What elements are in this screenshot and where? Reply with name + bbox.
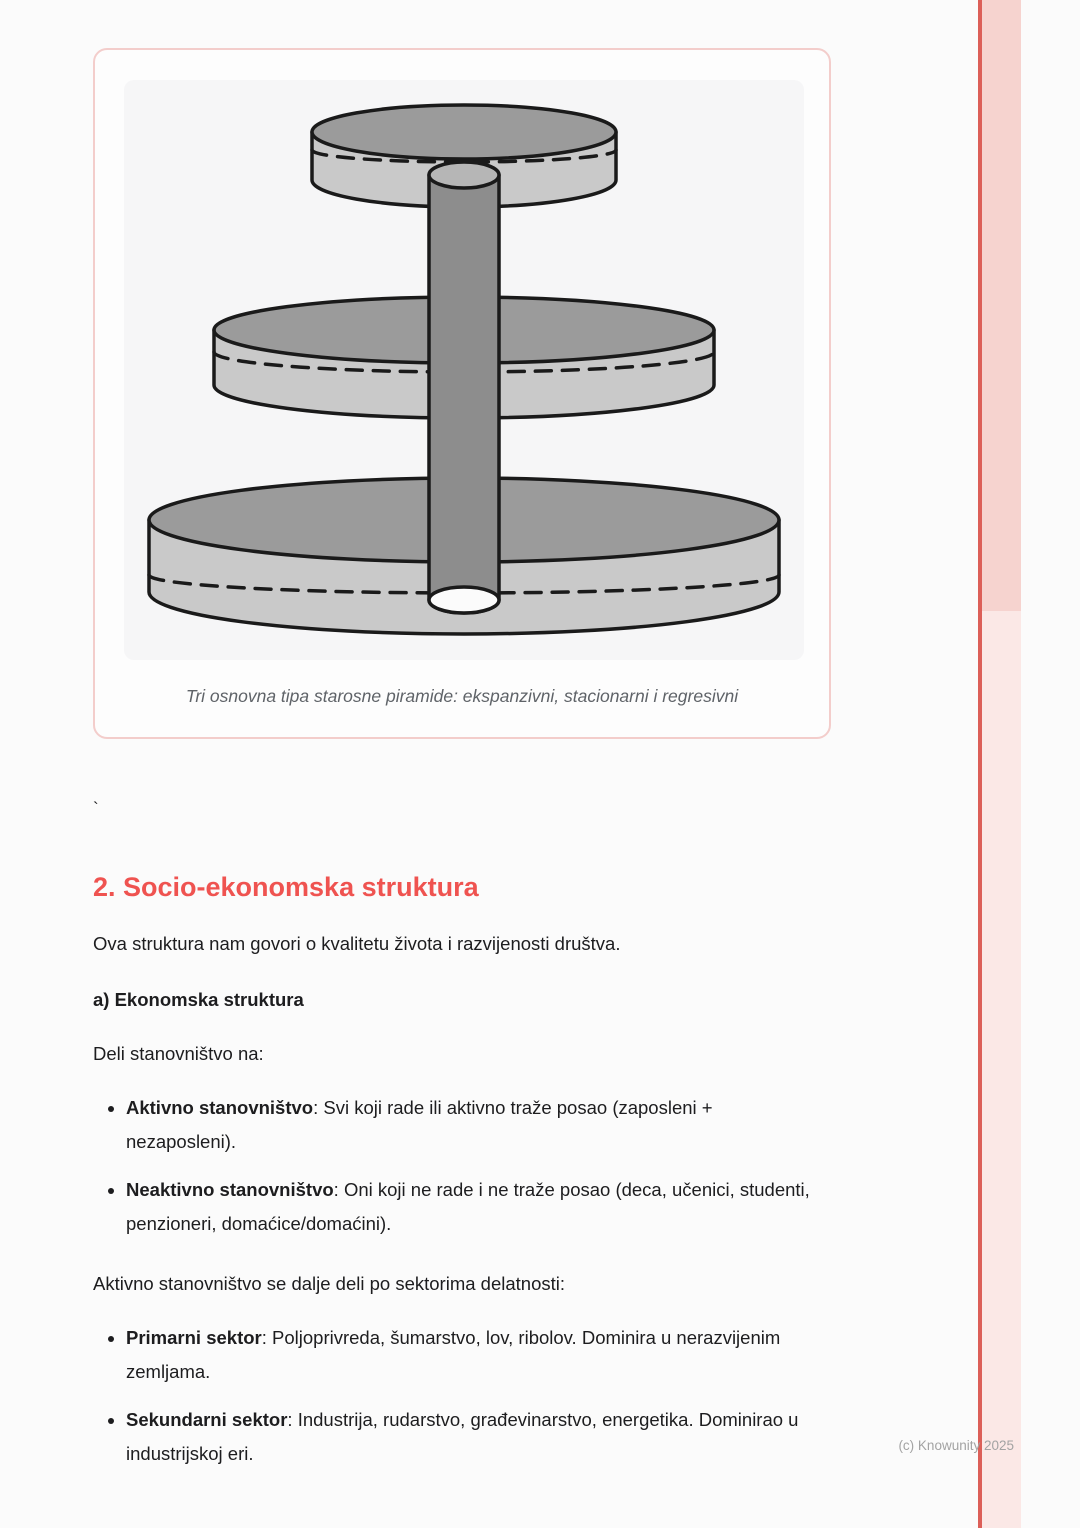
bullet-term: Neaktivno stanovništvo: [126, 1179, 334, 1200]
bullet-desc: : Svi koji rade ili aktivno traže posao (zaposleni + nezaposleni).: [126, 1097, 713, 1152]
bullet-desc: : Poljoprivreda, šumarstvo, lov, ribolov. Dominira u nerazvijenim zemljama.: [126, 1327, 781, 1382]
sub-heading: a) Ekonomska struktura: [93, 989, 304, 1010]
figure-card: [93, 48, 831, 739]
list-item-inactive-population: [126, 1173, 823, 1241]
section-intro: Ova struktura nam govori o kvalitetu života i razvijenosti društva.: [93, 933, 621, 954]
bullet-term: Primarni sektor: [126, 1327, 262, 1348]
list-item-primary-sector: [126, 1321, 823, 1389]
lead-in-population: Deli stanovništvo na:: [93, 1043, 264, 1064]
bullet-term: Aktivno stanovništvo: [126, 1097, 314, 1118]
population-list: [93, 1091, 823, 1241]
stray-backtick: `: [93, 799, 99, 818]
page-edge-stripe: [978, 0, 1021, 1528]
copyright-watermark: (c) Knowunity 2025: [898, 1438, 1014, 1453]
figure-panel: [124, 80, 804, 660]
age-pyramid-illustration: [124, 80, 804, 660]
center-column: [429, 162, 499, 613]
lead-in-sectors: Aktivno stanovništvo se dalje deli po sektorima delatnosti:: [93, 1273, 566, 1294]
section-heading: 2. Socio-ekonomska struktura: [93, 872, 479, 902]
bullet-desc: : Oni koji ne rade i ne traže posao (deca, učenici, studenti, penzioneri, domaćice/domaćini).: [126, 1179, 810, 1234]
figure-caption: Tri osnovna tipa starosne piramide: ekspanzivni, stacionarni i regresivni: [185, 686, 739, 706]
bullet-term: Sekundarni sektor: [126, 1409, 288, 1430]
bullet-desc: : Industrija, rudarstvo, građevinarstvo, energetika. Dominirao u industrijskoj eri.: [126, 1409, 799, 1464]
list-item-secondary-sector: [126, 1403, 823, 1471]
list-item-active-population: [126, 1091, 823, 1159]
sector-list: [93, 1321, 823, 1471]
